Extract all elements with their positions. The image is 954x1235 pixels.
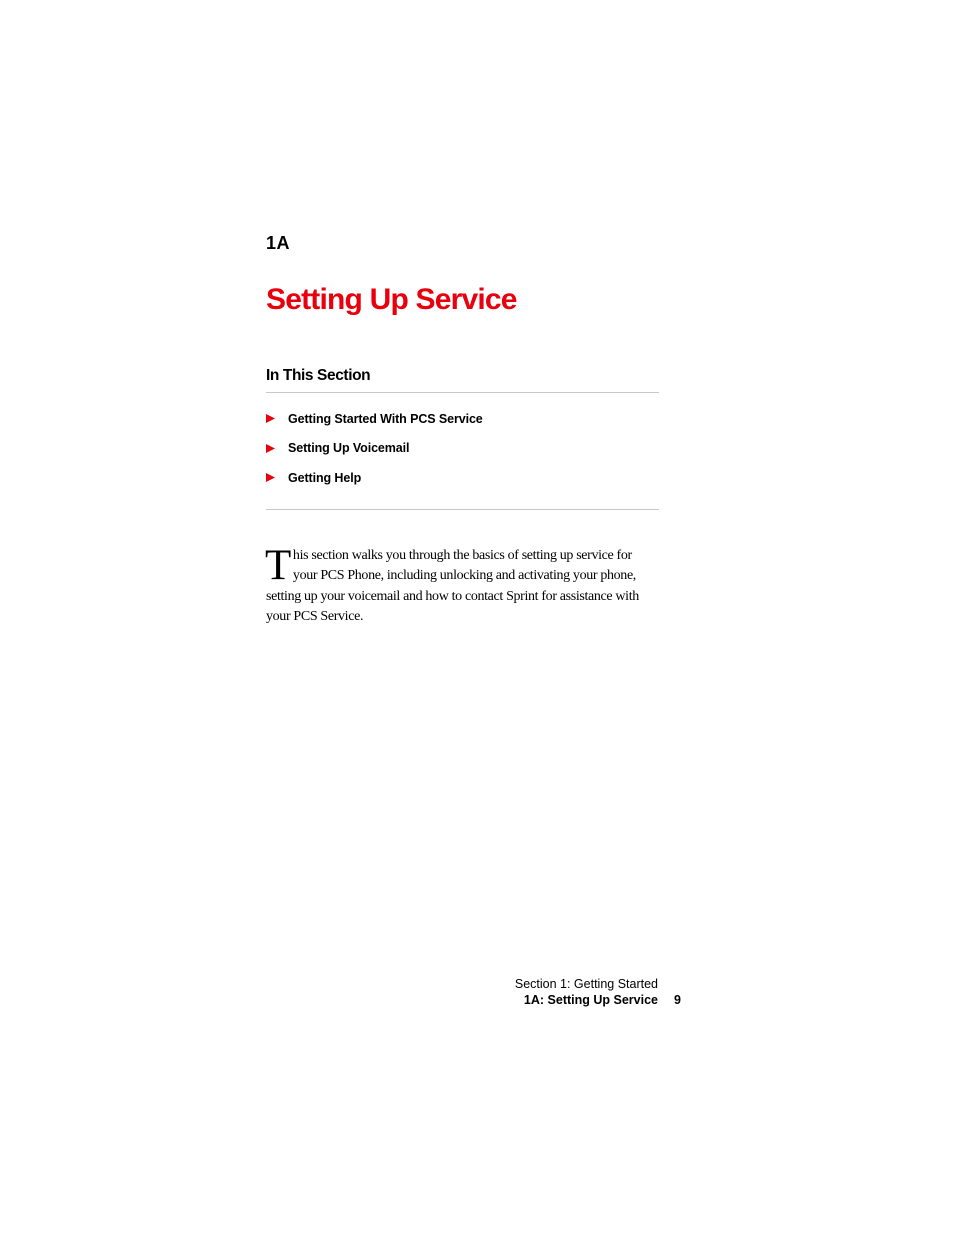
- page-footer: [440, 976, 658, 1008]
- page-title: Setting Up Service: [266, 283, 517, 316]
- drop-cap: T: [265, 542, 291, 589]
- page-number: 9: [674, 993, 681, 1007]
- list-item-label: Getting Help: [288, 470, 362, 485]
- footer-section-title: Section 1: Getting Started: [514, 977, 658, 991]
- list-item-label: Setting Up Voicemail: [288, 441, 410, 456]
- triangle-bullet-icon: [266, 444, 288, 453]
- in-this-section-heading: In This Section: [266, 365, 659, 393]
- section-contents-list: [266, 393, 659, 510]
- triangle-bullet-icon: [266, 473, 288, 482]
- list-item[interactable]: [266, 404, 659, 434]
- in-this-section-box: [266, 365, 659, 510]
- list-item-label: Getting Started With PCS Service: [288, 411, 483, 426]
- intro-text: his section walks you through the basics of setting up service for your PCS Phone, including unlocking and activating your phone, setting up your voicemail and how to contact Sprint for assistance with your PCS Service.: [266, 548, 639, 624]
- list-item[interactable]: [266, 434, 659, 464]
- footer-chapter-title: 1A: Setting Up Service: [523, 993, 658, 1007]
- intro-paragraph: [265, 542, 641, 627]
- list-item[interactable]: [266, 463, 659, 493]
- triangle-bullet-icon: [266, 414, 288, 423]
- section-number: 1A: [266, 233, 291, 253]
